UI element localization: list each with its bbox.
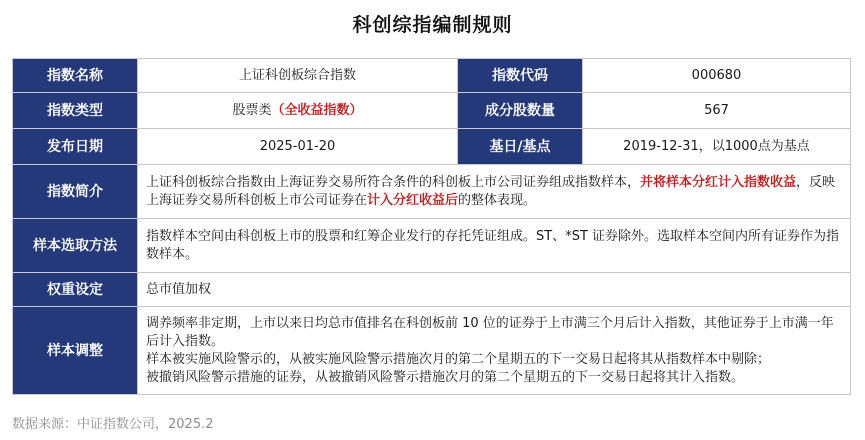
sample-adjust-value [138,307,851,395]
table-row [13,59,851,93]
intro-text-3: 的整体表现。 [458,192,537,208]
constituent-count-value: 567 [583,93,851,129]
index-name-value: 上证科创板综合指数 [138,59,458,93]
table-row [13,219,851,273]
table-row [13,273,851,307]
base-date-label: 基日/基点 [458,129,583,165]
weighting-value: 总市值加权 [138,273,851,307]
index-code-value: 000680 [583,59,851,93]
table-row [13,129,851,165]
page-title: 科创综指编制规则 [352,14,513,36]
intro-highlight-1: 并将样本分红计入指数收益 [640,174,797,190]
selection-method-label: 样本选取方法 [13,219,138,273]
release-date-value: 2025-01-20 [138,129,458,165]
sample-adjust-line-1: 调养频率非定期，上市以来日均总市值排名在科创板前 10 位的证券于上市满三个月后计入指数，其他证券于上市满一年后计入指数。 [146,315,834,349]
intro-text-2: ，反映上海证券交易所科创板上市公司证券在 [146,174,836,208]
sample-adjust-line-2: 样本被实施风险警示的，从被实施风险警示措施次月的第二个星期五的下一交易日起将其从指数样本中剔除； [146,351,771,367]
index-type-highlight: （全收益指数） [271,102,363,118]
index-name-label: 指数名称 [13,59,138,93]
intro-label: 指数简介 [13,165,138,219]
constituent-count-label: 成分股数量 [458,93,583,129]
data-source-note: 数据来源：中证指数公司，2025.2 [12,417,214,432]
sample-adjust-label: 样本调整 [13,307,138,395]
weighting-label: 权重设定 [13,273,138,307]
sample-adjust-line-3: 被撤销风险警示措施的证券，从被撤销风险警示措施次月的第二个星期五的下一交易日起将其计入指数。 [146,369,745,385]
intro-highlight-2: 计入分红收益后 [367,192,459,208]
index-type-cell [138,93,458,129]
table-row [13,307,851,395]
intro-text-1: 上证科创板综合指数由上海证券交易所符合条件的科创板上市公司证券组成指数样本， [146,174,641,190]
index-type-label: 指数类型 [13,93,138,129]
base-date-value: 2019-12-31，以1000点为基点 [583,129,851,165]
table-row [13,93,851,129]
selection-method-value: 指数样本空间由科创板上市的股票和红筹企业发行的存托凭证组成。ST、*ST 证券除外。选取样本空间内所有证券作为指数样本。 [138,219,851,273]
index-code-label: 指数代码 [458,59,583,93]
intro-value [138,165,851,219]
table-row [13,165,851,219]
index-type-value: 股票类 [232,102,272,118]
release-date-label: 发布日期 [13,129,138,165]
rules-table [12,58,851,395]
